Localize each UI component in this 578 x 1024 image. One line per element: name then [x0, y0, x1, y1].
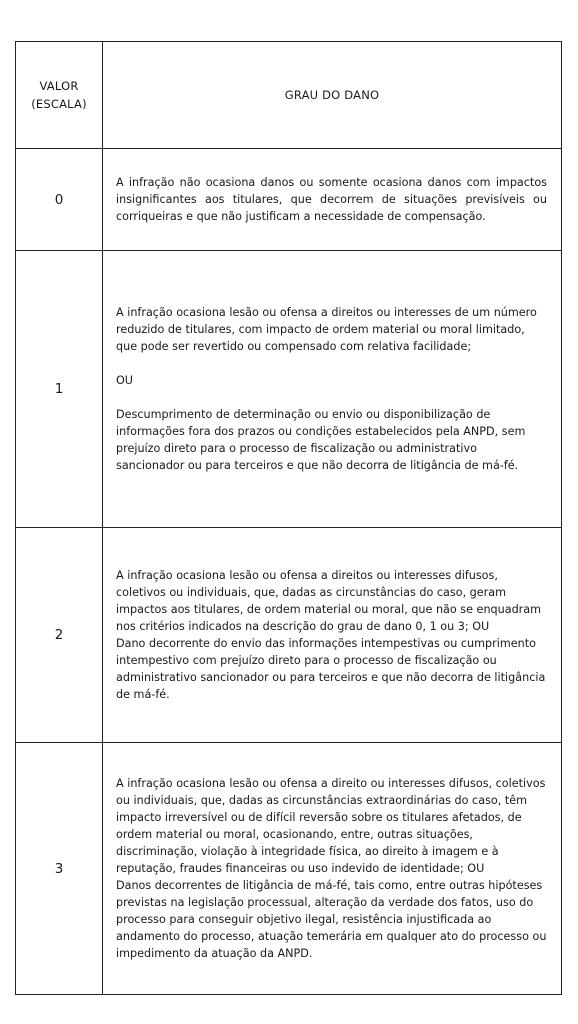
row-2-value-cell: [16, 528, 102, 742]
row-value: 3: [54, 860, 64, 877]
row-1-value-cell: [16, 251, 102, 527]
row-value: 1: [54, 381, 64, 397]
header-grau-label: GRAU DO DANO: [284, 88, 380, 102]
row-2-paragraph-1: A infração ocasiona lesão ou ofensa a direitos ou interesses difusos, coletivos ou individuais, que, dadas as circunstâncias do caso, geram impactos aos titulares, de ordem material ou moral, que não se enquadram nos critérios indicados na descrição do grau de dano 0, 1 ou 3; OU: [116, 569, 542, 633]
row-3-paragraph-2: Danos decorrentes de litigância de má-fé, tais como, entre outras hipóteses previstas na legislação processual, alteração da verdade dos fatos, uso do processo para conseguir objetivo ilegal, resistência injustificada ao andamento do processo, atuação temerária em qualquer ato do processo ou impedimento da atuação da ANPD.: [116, 879, 547, 960]
row-3-value-cell: [16, 743, 102, 994]
damage-degree-table: [15, 41, 562, 995]
row-0-value-cell: [16, 149, 102, 250]
row-3-paragraph-1: A infração ocasiona lesão ou ofensa a direito ou interesses difusos, coletivos ou individuais, que, dadas as circunstâncias extraordinárias do caso, têm impacto irreversível ou de difícil reversão sobre os titulares afetados, de ordem material ou moral, ocasionando, entre, outras situações, discriminação, violação à integridade física, ao direito à imagem e à reputação, fraudes financeiras ou uso indevido de identidade; OU: [116, 777, 546, 875]
header-valor-label: VALOR: [39, 79, 79, 93]
row-3-text-cell: [103, 743, 561, 994]
row-0-text-cell: [103, 149, 561, 250]
row-0-description: A infração não ocasiona danos ou somente ocasiona danos com impactos insignificantes aos titulares, que decorrem de situações previsíveis ou corriqueiras e que não justificam a necessidade de compensação.: [116, 176, 547, 223]
row-1-paragraph-1: A infração ocasiona lesão ou ofensa a direitos ou interesses de um número reduzido de titulares, com impacto de ordem material ou moral limitado, que pode ser revertido ou compensado com relativa facilidade;: [116, 306, 537, 353]
row-1-or-label: OU: [116, 374, 133, 387]
row-1-paragraph-2: Descumprimento de determinação ou envio ou disponibilização de informações fora dos prazos ou condições estabelecidos pela ANPD, sem prejuízo direto para o processo de fiscalização ou administrativo sancionador ou para terceiros e que não decorra de litigância de má-fé.: [116, 408, 526, 472]
row-value: 0: [54, 191, 64, 208]
row-2-paragraph-2: Dano decorrente do envio das informações intempestivas ou cumprimento intempestivo com prejuízo direto para o processo de fiscalização ou administrativo sancionador ou para terceiros e que não decorra de litigância de má-fé.: [116, 637, 546, 701]
header-valor-cell: [16, 42, 102, 148]
header-grau-cell: [103, 42, 561, 148]
row-2-text-cell: [103, 528, 561, 742]
header-escala-label: (ESCALA): [31, 97, 87, 111]
row-1-text-cell: [103, 251, 561, 527]
row-value: 2: [54, 627, 64, 643]
